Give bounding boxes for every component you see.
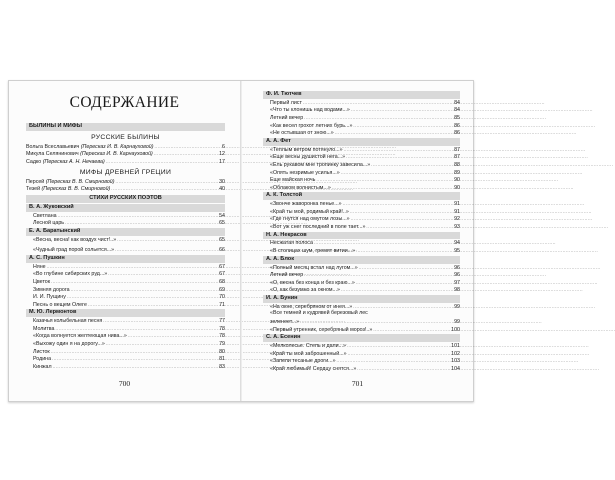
subsection-heading: РУССКИЕ БЫЛИНЫ [91,133,160,141]
toc-entry [26,219,225,227]
book-spread [8,80,474,402]
toc-entry-page: 94 [454,240,460,247]
dot-leader [347,342,450,350]
toc-entry-title [270,319,299,327]
toc-entry-page: 17 [219,159,225,166]
entry-title-text: И. И. Пущину [33,294,66,301]
entry-title-text: Няне [33,263,46,270]
entry-title-text: Песнь о вещем Олеге [33,301,87,308]
entry-title-text: Вольга Всеславьевич [26,143,80,150]
toc-entry-page: 67 [219,271,225,278]
toc-entry [263,114,460,122]
toc-entry [26,340,225,348]
toc-entry-page: 86 [454,130,460,137]
entry-title-text: Персей [26,178,45,185]
toc-entry-title [26,159,105,167]
dot-leader [67,293,218,301]
entry-title-text: «Край любимый! Сердцу снятся...» [270,365,357,372]
toc-entry-page: 69 [219,286,225,293]
dot-leader [356,279,453,287]
toc-entry-title [270,343,346,351]
section-heading: В. А. Жуковский [26,204,225,212]
left-toc-list [26,122,225,370]
toc-entry [263,350,460,358]
dot-leader [356,247,453,255]
entry-title-text: Летний вечер [270,115,304,122]
dot-leader [116,178,219,186]
toc-entry-page: 93 [454,223,460,230]
toc-entry [263,279,460,287]
entry-title-text: Листок [33,348,50,355]
toc-entry-page: 89 [454,169,460,176]
entry-title-text: «Как весел грохот летних бурь...» [270,122,353,129]
toc-entry-page: 98 [454,287,460,294]
entry-title-text: «Выхожу один я на дорогу...» [33,341,105,348]
dot-leader [58,212,219,220]
toc-entry [26,143,225,151]
entry-title-text: «Во глубине сибирских руд...» [33,271,108,278]
toc-entry-title [270,366,356,374]
entry-title-text: Родина [33,356,52,363]
toc-entry [26,178,225,186]
section-heading: А. К. Толстой [263,192,460,200]
entry-title-text: «Чудный град порой сольется...» [33,247,115,254]
toc-entry-page: 71 [219,301,225,308]
toc-entry-title [33,279,50,287]
toc-entry-page: 102 [451,350,460,357]
toc-entry-page: 96 [454,264,460,271]
dot-leader [55,325,218,333]
section-heading: Н. А. Некрасов [263,232,460,240]
toc-entry-title [270,130,334,138]
dot-leader [117,236,218,244]
toc-entry [26,363,225,371]
toc-entry-title [33,220,64,228]
entry-title-text: «Край ты мой, родимый край!..» [270,208,349,215]
toc-entry [263,200,460,208]
section-heading: И. А. Бунин [263,295,460,303]
toc-entry [26,185,225,193]
toc-entry-title [33,237,116,245]
toc-entry [263,176,460,184]
entry-title-text: «О, как безумно за окном...» [270,287,340,294]
entry-title-text: «Облаком волнистым...» [270,184,331,191]
entry-title-text: «Где гнутся над омутом лозы...» [270,216,350,223]
toc-entry [263,264,460,272]
toc-entry [26,355,225,363]
entry-reteller-note: (Пересказ В. В. Смирновой) [45,178,115,185]
dot-leader [357,365,450,373]
dot-leader [341,169,453,177]
toc-entry-title [33,326,54,334]
entry-title-text: «Опять незримые усилья...» [270,169,340,176]
toc-entry-page: 84 [454,99,460,106]
entry-title-text: «Все темней и кудрявей березовый лес [270,310,368,317]
toc-entry-page: 100 [451,326,460,333]
toc-entry-title [33,302,87,310]
entry-reteller-note: (Пересказ А. Н. Нечаева) [42,159,105,166]
toc-entry-page: 67 [219,263,225,270]
toc-entry-page: 79 [219,341,225,348]
dot-leader [350,208,453,216]
toc-entry [263,146,460,154]
toc-entry-title [33,364,52,372]
toc-entry [263,365,460,373]
entry-reteller-note: (Пересказ В. В. Смирновой) [41,186,111,193]
toc-entry [263,208,460,216]
dot-leader [71,286,218,294]
toc-entry-page: 6 [222,143,225,150]
dot-leader [353,122,453,130]
toc-entry-page: 30 [219,178,225,185]
toc-entry-title [270,100,302,108]
entry-title-text: «Запели тесаные дроги...» [270,358,336,365]
toc-entry [263,286,460,294]
dot-leader [366,223,453,231]
entry-title-text: «Еще весны душистой нега...» [270,154,346,161]
toc-entry [263,106,460,114]
toc-entry [26,286,225,294]
dot-leader [103,317,218,325]
entry-title-text: «В столицах шум, гремят витии...» [270,248,356,255]
dot-leader [128,332,218,340]
dot-leader [353,303,453,311]
dot-leader [314,239,453,247]
toc-entry-title [270,177,315,185]
dot-leader [351,106,453,114]
dot-leader [337,357,451,365]
dot-leader [335,129,453,137]
toc-entry [26,263,225,271]
toc-entry [26,301,225,309]
dot-leader [65,219,218,227]
entry-title-text: «Звонче жаворонка пенье...» [270,201,342,208]
toc-entry-title [270,115,303,123]
toc-entry-page: 54 [219,212,225,219]
toc-entry [263,342,460,350]
toc-entry-title [270,224,365,232]
entry-title-text: «Весна, весна! как воздух чист!..» [33,236,117,243]
toc-entry-page: 77 [219,318,225,325]
right-page [242,81,473,401]
toc-entry-page: 65 [219,220,225,227]
entry-title-text: «На окне, серебряном от инея...» [270,303,353,310]
dot-leader [344,146,454,154]
section-heading: А. А. Фет [263,138,460,146]
dot-leader [53,363,219,371]
dot-leader [300,318,453,326]
dot-leader [341,286,453,294]
toc-entry [26,317,225,325]
entry-title-text: «Ель рукавом мне тропинку завесила...» [270,161,371,168]
dot-leader [343,200,453,208]
toc-entry-title [33,287,70,295]
toc-entry [263,99,460,107]
section-heading: СТИХИ РУССКИХ ПОЭТОВ [26,195,225,203]
entry-title-text: Зимняя дорога [33,286,70,293]
section-heading: М. Ю. Лермонтов [26,309,225,317]
toc-entry-title [33,247,114,255]
toc-entry-page: 12 [219,151,225,158]
toc-entry-page: 66 [219,247,225,254]
dot-leader [51,278,218,286]
toc-entry-page: 78 [219,325,225,332]
toc-entry-page: 65 [219,236,225,243]
toc-entry [263,326,460,334]
toc-entry [263,271,460,279]
toc-entry-title [270,248,355,256]
toc-entry-page: 92 [454,216,460,223]
dot-leader [108,270,218,278]
toc-entry-title [270,351,347,359]
toc-entry [26,348,225,356]
section-heading: С. А. Есенин [263,334,460,342]
dot-leader [373,326,450,334]
toc-entry-page: 101 [451,343,460,350]
toc-entry-title [270,216,350,224]
toc-entry-page: 99 [454,303,460,310]
dot-leader [52,355,218,363]
toc-entry-title [26,186,110,194]
toc-entry [26,246,225,254]
entry-reteller-note: (Пересказ И. В. Карнауховой) [80,143,154,150]
entry-title-text: Садко [26,159,42,166]
left-page-number: 700 [118,379,131,388]
entry-title-text: «Вот уж снег последний в поле тает...» [270,223,366,230]
toc-entry-page: 95 [454,248,460,255]
dot-leader [304,114,453,122]
dot-leader [88,301,218,309]
toc-entry [263,215,460,223]
toc-entry [26,236,225,244]
toc-entry [263,223,460,231]
toc-entry-page: 78 [219,333,225,340]
toc-entry [263,169,460,177]
entry-title-text: Первый лист [270,99,302,106]
toc-entry-page: 68 [219,278,225,285]
dot-leader [304,271,453,279]
entry-title-text: «Мелколесье. Степь и дали...» [270,343,346,350]
dot-leader [303,99,453,107]
entry-title-text: Светлана [33,212,57,219]
entry-reteller-note: (Пересказ И. В. Карнауховой) [80,151,153,158]
toc-entry [26,150,225,158]
dot-leader [51,348,218,356]
entry-title-text: «Полный месяц встал над лугом...» [270,264,358,271]
toc-entry [263,318,460,326]
dot-leader [106,340,218,348]
entry-title-text: Несжатая полоса [270,240,313,247]
toc-entry-page: 103 [451,358,460,365]
toc-entry [26,270,225,278]
toc-entry-title [33,294,66,302]
entry-title-text: «Не остывшая от зною...» [270,130,334,137]
entry-title-text: Микула Селянинович [26,151,79,158]
toc-entry-page: 96 [454,272,460,279]
toc-entry-page: 88 [454,161,460,168]
toc-entry-page: 90 [454,184,460,191]
dot-leader [316,176,453,184]
toc-entry [26,158,225,166]
toc-entry-page: 87 [454,146,460,153]
entry-title-text: «Край ты мой заброшенный...» [270,350,347,357]
toc-entry [26,332,225,340]
entry-title-text: Еще майская ночь [270,177,316,184]
entry-title-text: «Когда волнуется желтеющая нива...» [33,333,127,340]
entry-title-text: Лесной царь [33,220,65,227]
dot-leader [371,161,453,169]
toc-entry-page: 80 [219,348,225,355]
section-heading: Ф. И. Тютчев [263,91,460,99]
toc-entry [263,310,460,318]
entry-title-text: Молитва [33,325,55,332]
toc-entry-page: 85 [454,115,460,122]
entry-title-text: Казачья колыбельная песня [33,318,103,325]
toc-entry-page: 99 [454,319,460,325]
toc-entry-title [270,201,342,209]
entry-title-text: Тезей [26,186,41,193]
dot-leader [111,185,218,193]
dot-leader [332,184,453,192]
toc-entry-title [270,327,372,335]
section-heading: А. С. Пушкин [26,255,225,263]
toc-entry-title [33,356,51,364]
toc-entry-page: 90 [454,177,460,184]
dot-leader [106,158,218,166]
toc-entry [263,153,460,161]
toc-entry-page: 97 [454,279,460,286]
toc-entry-page: 91 [454,201,460,208]
entry-title-text: Цветок [33,278,51,285]
dot-leader [154,143,221,151]
dot-leader [351,215,453,223]
entry-title-text: «Что ты клонишь над водами...» [270,107,350,114]
right-toc-list [263,90,460,372]
dot-leader [154,150,218,158]
dot-leader [348,350,451,358]
toc-entry-page: 81 [219,356,225,363]
entry-title-text: Летний вечер [270,272,304,279]
toc-entry [263,357,460,365]
toc-entry-title [270,209,349,217]
dot-leader [346,153,453,161]
entry-title-text: «Теплым ветром потянуло...» [270,146,343,153]
dot-leader [47,263,219,271]
dot-leader [115,246,218,254]
entry-title-text: «О, весна без конца и без краю...» [270,279,355,286]
toc-entry-page: 87 [454,154,460,161]
toc-entry-page: 70 [219,294,225,301]
toc-entry-page: 104 [451,365,460,372]
toc-entry-page: 83 [219,363,225,370]
entry-title-text: Кинжал [33,363,52,370]
toc-entry [263,247,460,255]
toc-entry-page: 91 [454,208,460,215]
section-heading: А. А. Блок [263,256,460,264]
toc-entry [263,184,460,192]
toc-entry [26,325,225,333]
entry-title-text: зеленеет...» [270,319,300,325]
toc-entry-title [33,349,50,357]
subsection-heading: МИФЫ ДРЕВНЕЙ ГРЕЦИИ [79,168,172,176]
toc-entry-title [270,240,313,248]
entry-title-text: «Первый утренник, серебряный мороз!..» [270,326,373,333]
toc-entry-title [270,272,303,280]
toc-entry-page: 86 [454,122,460,129]
toc-entry-title [270,310,368,318]
toc-entry [263,239,460,247]
toc-entry [263,161,460,169]
toc-entry-title [270,154,345,162]
dot-leader [359,264,453,272]
right-page-number: 701 [351,379,364,388]
toc-entry [263,129,460,137]
toc-entry [263,122,460,130]
toc-entry-page: 84 [454,107,460,114]
section-heading: БЫЛИНЫ И МИФЫ [26,123,225,131]
toc-entry-page: 40 [219,186,225,193]
toc-entry-title [33,264,46,272]
page-title: СОДЕРЖАНИЕ [69,94,180,111]
section-heading: Е. А. Баратынский [26,228,225,236]
toc-entry-title [270,358,336,366]
toc-entry [26,212,225,220]
toc-entry [26,278,225,286]
toc-entry-title [270,287,340,295]
toc-entry [26,293,225,301]
left-page [9,81,240,401]
